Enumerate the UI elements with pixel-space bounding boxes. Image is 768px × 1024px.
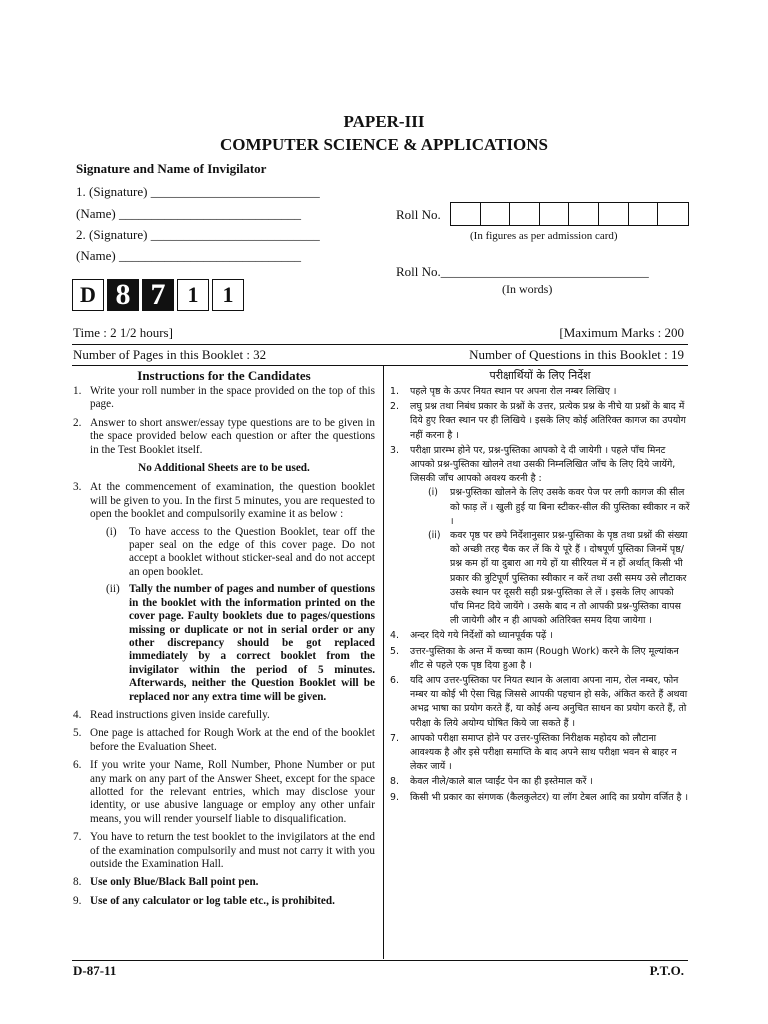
roll-figures-note: (In figures as per admission card) (470, 230, 618, 242)
code-digit: 1 (177, 279, 209, 311)
name-line-2[interactable]: (Name) ____________________________ (76, 248, 301, 263)
invigilator-heading: Signature and Name of Invigilator (76, 161, 267, 176)
page-count: Number of Pages in this Booklet : 32 (73, 347, 267, 362)
code-digit: 1 (212, 279, 244, 311)
divider (72, 365, 688, 366)
list-item: 5. One page is attached for Rough Work at the end of the booklet before the Evaluation Sheet. (73, 727, 375, 753)
footer-pto: P.T.O. (649, 963, 684, 978)
list-item: 2. लघु प्रश्न तथा निबंध प्रकार के प्रश्नों के उत्तर, प्रत्येक प्रश्न के नीचे या प्रश्नों के बाद में दिये हुए रिक्त स्थान पर ही लिखिये । इसके लिए कोई अतिरिक्त कागज का उपयोग नहीं करना है । (390, 401, 686, 441)
list-item: 5. उत्तर-पुस्तिका के अन्त में कच्चा काम (Rough Work) करने के लिए मूल्यांकन शीट से पहले एक पृष्ठ दिया हुआ है । (390, 645, 679, 671)
divider (72, 960, 688, 961)
roll-digit-box[interactable] (569, 203, 599, 225)
list-item: 4. Read instructions given inside carefully. (73, 708, 270, 721)
english-instructions (73, 385, 375, 913)
list-item: 3. At the commencement of examination, the question booklet will be given to you. In the first 5 minutes, you are requested to open the booklet and compulsorily examine it as below : (i) To have access to the Question Booklet, tear off the paper seal on the edge of this cover page. Do not accept a booklet without sticker-seal and do not accept an open booklet. (ii) Tally the number of pages and number of questions in the booklet with the information printed on the cover page. Faulty booklets due to pages/questions missing or duplicate or not in serial order or any other discrepancy should be got replaced immediately by a correct booklet from the invigilator within the period of 5 minutes. Afterwards, neither the Question Booklet will be replaced nor any extra time will be given. (73, 481, 375, 703)
list-item: 2. Answer to short answer/essay type questions are to be given in the space provided below each question or after the questions in the Test Booklet itself. (73, 416, 375, 456)
sub-item: (i) प्रश्न-पुस्तिका खोलने के लिए उसके कवर पेज पर लगी कागज की सील को फाड़ लें । खुली हुई या बिना स्टीकर-सील की पुस्तिका स्वीकार न करें । (428, 487, 690, 527)
code-series: D (72, 279, 104, 311)
list-item: 7. You have to return the test booklet to the invigilators at the end of the examination compulsorily and must not carry it with you outside the Examination Hall. (73, 831, 375, 870)
divider (72, 344, 688, 345)
roll-digit-box[interactable] (481, 203, 511, 225)
no-additional-sheets: No Additional Sheets are to be used. (138, 462, 310, 475)
paper-title: PAPER-III (343, 112, 425, 131)
sub-item: (i) To have access to the Question Booklet, tear off the paper seal on the edge of this cover page. Do not accept a booklet without sticker-seal and do not accept an open booklet. (106, 525, 375, 578)
hindi-instructions-heading: परीक्षार्थियों के लिए निर्देश (489, 369, 591, 382)
sub-item: (ii) कवर पृष्ठ पर छपे निर्देशानुसार प्रश्न-पुस्तिका के पृष्ठ तथा प्रश्नों की संख्या को अच्छी तरह चैक कर लें कि ये पूरे हैं । दोषपूर्ण पुस्तिका जिनमें पृष्ठ/प्रश्न कम हों या दुबारा आ गये हों या सीरियल में न हों अर्थात् किसी भी प्रकार की त्रुटिपूर्ण पुस्तिका स्वीकार न करें तथा उसी समय उसे लौटाकर उसके स्थान पर दूसरी सही प्रश्न-पुस्तिका ले लें । इसके लिए आपको पाँच मिनट दिये जायेंगे । उसके बाद न तो आपकी प्रश्न-पुस्तिका वापस ली जायेगी और न ही आपको अतिरिक्त समय दिया जायेगा । (428, 530, 688, 627)
list-item: 3. परीक्षा प्रारम्भ होने पर, प्रश्न-पुस्तिका आपको दे दी जायेगी । पहले पाँच मिनट आपको प्रश्न-पुस्तिका खोलने तथा उसकी निम्नलिखित जाँच के लिए दिये जायेंगे, जिसकी जाँच आपको अवश्य करनी है : (i) प्रश्न-पुस्तिका खोलने के लिए उसके कवर पेज पर लगी कागज की सील को फाड़ लें । खुली हुई या बिना स्टीकर-सील की पुस्तिका स्वीकार न करें । (ii) कवर पृष्ठ पर छपे निर्देशानुसार प्रश्न-पुस्तिका के पृष्ठ तथा प्रश्नों की संख्या को अच्छी तरह चैक कर लें कि ये पूरे हैं । दोषपूर्ण पुस्तिका जिनमें पृष्ठ/प्रश्न कम हों या दुबारा आ गये हों या सीरियल में न हों अर्थात् किसी भी प्रकार की त्रुटिपूर्ण पुस्तिका स्वीकार न करें तथा उसी समय उसे लौटाकर उसके स्थान पर दूसरी सही प्रश्न-पुस्तिका ले लें । इसके लिए आपको पाँच मिनट दिये जायेंगे । उसके बाद न तो आपकी प्रश्न-पुस्तिका वापस ली जायेगी और न ही आपको अतिरिक्त समय दिया जायेगा । (390, 444, 690, 629)
roll-number-boxes[interactable] (450, 202, 689, 226)
roll-number-label: Roll No. (396, 207, 441, 222)
signature-line-2[interactable]: 2. (Signature) __________________________ (76, 227, 320, 242)
roll-digit-box[interactable] (599, 203, 629, 225)
signature-line-1[interactable]: 1. (Signature) __________________________ (76, 184, 320, 199)
exam-time: Time : 2 1/2 hours] (73, 325, 173, 340)
list-item: 8. केवल नीले/काले बाल प्वाईंट पेन का ही इस्तेमाल करें । (390, 776, 593, 788)
list-item: 6. यदि आप उत्तर-पुस्तिका पर नियत स्थान के अलावा अपना नाम, रोल नम्बर, फोन नम्बर या कोई भी ऐसा चिह्न जिससे आपकी पहचान हो सके, अंकित करते हैं अथवा अभद्र भाषा का प्रयोग करते हैं, या कोई अन्य अनुचित साधन का प्रयोग करते हैं, तो परीक्षा के लिये अयोग्य घोषित किये जा सकते हैं । (390, 675, 688, 729)
roll-digit-box[interactable] (451, 203, 481, 225)
roll-words-note: (In words) (502, 282, 553, 296)
roll-digit-box[interactable] (629, 203, 659, 225)
sub-item: (ii) Tally the number of pages and number of questions in the booklet with the information printed on the cover page. Faulty booklets due to pages/questions missing or duplicate or not in serial order or any other discrepancy should be got replaced immediately by a correct booklet from the invigilator within the period of 5 minutes. Afterwards, neither the Question Booklet will be replaced nor any extra time will be given. (106, 583, 375, 703)
code-digit: 7 (142, 279, 174, 311)
english-instructions-heading: Instructions for the Candidates (137, 368, 311, 383)
list-item: 4. अन्दर दिये गये निर्देशों को ध्यानपूर्वक पढ़ें । (390, 630, 553, 642)
list-item: 1. पहले पृष्ठ के ऊपर नियत स्थान पर अपना रोल नम्बर लिखिए । (390, 386, 617, 397)
roll-digit-box[interactable] (658, 203, 688, 225)
code-digit: 8 (107, 279, 139, 311)
list-item: 9. Use of any calculator or log table etc., is prohibited. (73, 894, 335, 907)
question-count: Number of Questions in this Booklet : 19 (469, 347, 684, 362)
max-marks: [Maximum Marks : 200 (559, 325, 684, 340)
roll-digit-box[interactable] (510, 203, 540, 225)
column-divider (383, 366, 384, 959)
list-item: 8. Use only Blue/Black Ball point pen. (73, 876, 259, 889)
booklet-code (72, 279, 247, 311)
roll-digit-box[interactable] (540, 203, 570, 225)
roll-number-words-field[interactable]: Roll No.________________________________ (396, 264, 649, 279)
list-item: 7. आपको परीक्षा समाप्त होने पर उत्तर-पुस्तिका निरीक्षक महोदय को लौटाना आवश्यक है और इसे परीक्षा समाप्ति के बाद अपने साथ परीक्षा भवन से बाहर न लेकर जायें । (390, 732, 677, 773)
list-item: 1. Write your roll number in the space provided on the top of this page. (73, 385, 375, 411)
list-item: 6. If you write your Name, Roll Number, Phone Number or put any mark on any part of the Answer Sheet, except for the space allotted for the relevant entries, which may disclose your identity, or use abusive language or employ any other unfair means, you will render yourself liable to disqualification. (73, 759, 375, 825)
subject-title: COMPUTER SCIENCE & APPLICATIONS (220, 135, 548, 154)
list-item: 9. किसी भी प्रकार का संगणक (कैलकुलेटर) या लॉग टेबल आदि का प्रयोग वर्जित है । (390, 791, 689, 803)
name-line-1[interactable]: (Name) ____________________________ (76, 206, 301, 221)
footer-code: D-87-11 (73, 963, 117, 978)
hindi-instructions (390, 385, 690, 806)
